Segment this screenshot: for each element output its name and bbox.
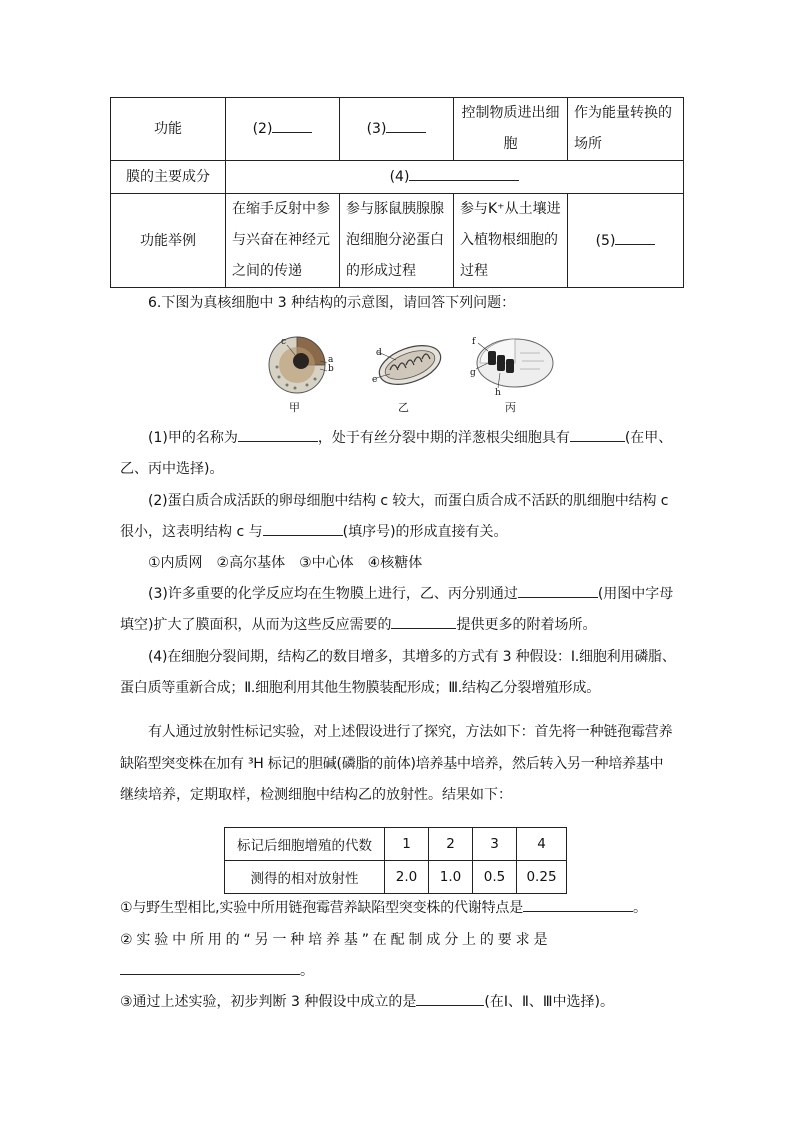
blank-2-label: (2) [252, 121, 273, 137]
answer-blank [263, 521, 343, 536]
cell-line: 参与K⁺从土壤进 [460, 201, 561, 217]
answer-blank [518, 583, 598, 598]
cell-line: 的形成过程 [346, 263, 416, 279]
generation-cell: 4 [517, 828, 567, 861]
answer-blank [238, 427, 318, 442]
label-yi: 乙 [398, 401, 409, 414]
blank-2-cell [226, 98, 340, 161]
row-header-example: 功能举例 [111, 194, 226, 288]
cell-line: 之间的传递 [232, 263, 302, 279]
blank-4-label: (4) [389, 169, 410, 185]
cell-energy-conversion [568, 98, 684, 161]
row-header-composition: 膜的主要成分 [111, 161, 226, 194]
row-header-function: 功能 [111, 98, 226, 161]
s3-text: ③通过上述实验，初步判断 3 种假设中成立的是 [120, 994, 417, 1010]
label-h: h [495, 388, 501, 398]
nucleus-diagram [265, 333, 335, 398]
cell-line: 在缩手反射中参 [232, 201, 330, 217]
question-2-line2 [120, 517, 675, 548]
answer-blank [570, 427, 625, 442]
example-cell-1 [226, 194, 340, 288]
label-c: c [281, 337, 287, 347]
answer-blank [523, 897, 633, 912]
cell-line: 泡细胞分泌蛋白 [346, 232, 444, 248]
subquestion-2-line2 [120, 956, 675, 987]
radioactivity-cell: 0.5 [473, 861, 517, 894]
q1-text: (1)甲的名称为 [148, 430, 238, 446]
question-3-line2 [120, 610, 675, 641]
cell-line: 胞 [503, 136, 518, 152]
blank-5-label: (5) [595, 232, 616, 249]
q1-text: (在甲、 [624, 430, 673, 446]
subquestion-1 [120, 893, 675, 924]
cell-line: 场所 [574, 136, 602, 152]
s2-text: 。 [300, 963, 314, 979]
s1-text: ①与野生型相比,实验中所用链孢霉营养缺陷型突变株的代谢特点是 [120, 900, 523, 916]
cell-line: 过程 [460, 263, 488, 279]
answer-blank [409, 166, 519, 181]
answer-blank [386, 118, 426, 133]
q2-text: (填序号)的形成直接有关。 [342, 524, 508, 540]
label-d: d [376, 348, 382, 358]
question-6-intro: 6.下图为真核细胞中 3 种结构的示意图，请回答下列问题： [148, 295, 516, 311]
label-jia: 甲 [289, 401, 300, 414]
label-f: f [472, 337, 476, 347]
radioactivity-cell: 2.0 [385, 861, 429, 894]
question-2-options: ①内质网 ②高尔基体 ③中心体 ④核糖体 [148, 555, 423, 571]
subquestion-3 [120, 987, 675, 1018]
cell-line: 作为能量转换的 [574, 105, 672, 121]
question-2-line1: (2)蛋白质合成活跃的卵母细胞中结构 c 较大，而蛋白质合成不活跃的肌细胞中结构 c [148, 493, 669, 509]
q3-text: (用图中字母 [597, 586, 674, 602]
example-cell-2 [340, 194, 454, 288]
blank-3-cell [340, 98, 454, 161]
experiment-line2: 缺陷型突变株在加有 ³H 标记的胆碱(磷脂的前体)培养基中培养，然后转入另一种培养基中 [120, 756, 664, 772]
chloroplast-diagram [470, 333, 555, 398]
question-4-line1: (4)在细胞分裂间期，结构乙的数目增多，其增多的方式有 3 种假设：Ⅰ.细胞利用磷脂、 [148, 649, 676, 665]
question-1-line2: 乙、丙中选择)。 [120, 461, 224, 477]
blank-4-cell [226, 161, 684, 194]
cell-line: 控制物质进出细 [461, 105, 560, 121]
label-bing: 丙 [505, 401, 516, 414]
experiment-line3: 继续培养，定期取样，检测细胞中结构乙的放射性。结果如下： [120, 787, 512, 803]
answer-blank [416, 991, 484, 1006]
q3-text: (3)许多重要的化学反应均在生物膜上进行，乙、丙分别通过 [148, 586, 518, 602]
answer-blank [120, 960, 300, 975]
label-a: a [328, 355, 334, 365]
radioactivity-cell: 0.25 [517, 861, 567, 894]
membrane-function-table [110, 97, 684, 288]
experiment-line1: 有人通过放射性标记实验，对上述假设进行了探究，方法如下：首先将一种链孢霉营养 [148, 724, 673, 740]
q3-text: 提供更多的附着场所。 [456, 617, 597, 633]
radioactivity-header: 测得的相对放射性 [225, 861, 385, 894]
cell-line: 与兴奋在神经元 [232, 232, 330, 248]
cell-control-transport [454, 98, 568, 161]
blank-3-label: (3) [366, 121, 387, 137]
answer-blank [272, 118, 312, 133]
cell-structures-figure [255, 328, 555, 413]
s1-text: 。 [633, 900, 647, 916]
generation-header: 标记后细胞增殖的代数 [225, 828, 385, 861]
cell-line: 参与豚鼠胰腺腺 [346, 201, 444, 217]
radioactivity-results-table [224, 827, 567, 894]
blank-5-cell [568, 194, 684, 288]
subquestion-2-line1: ② 实 验 中 所 用 的 “ 另 一 种 培 养 基 ” 在 配 制 成 分 上 的 要 求 是 [120, 932, 548, 948]
label-e: e [372, 375, 378, 385]
question-3-line1 [148, 579, 703, 610]
answer-blank [391, 614, 456, 629]
q2-text: 很小，这表明结构 c 与 [120, 524, 263, 540]
cell-line: 入植物根细胞的 [460, 232, 558, 248]
example-cell-3 [454, 194, 568, 288]
question-1-line1 [148, 423, 703, 454]
label-b: b [328, 364, 334, 374]
generation-cell: 2 [429, 828, 473, 861]
label-g: g [470, 368, 476, 378]
s3-text: (在Ⅰ、Ⅱ、Ⅲ中选择)。 [484, 994, 614, 1010]
generation-cell: 3 [473, 828, 517, 861]
q1-text: ，处于有丝分裂中期的洋葱根尖细胞具有 [317, 430, 570, 446]
q3-text: 填空)扩大了膜面积，从而为这些反应需要的 [120, 617, 392, 633]
answer-blank [615, 230, 655, 245]
radioactivity-cell: 1.0 [429, 861, 473, 894]
question-4-line2: 蛋白质等重新合成；Ⅱ.细胞利用其他生物膜装配形成；Ⅲ.结构乙分裂增殖形成。 [120, 680, 601, 696]
generation-cell: 1 [385, 828, 429, 861]
